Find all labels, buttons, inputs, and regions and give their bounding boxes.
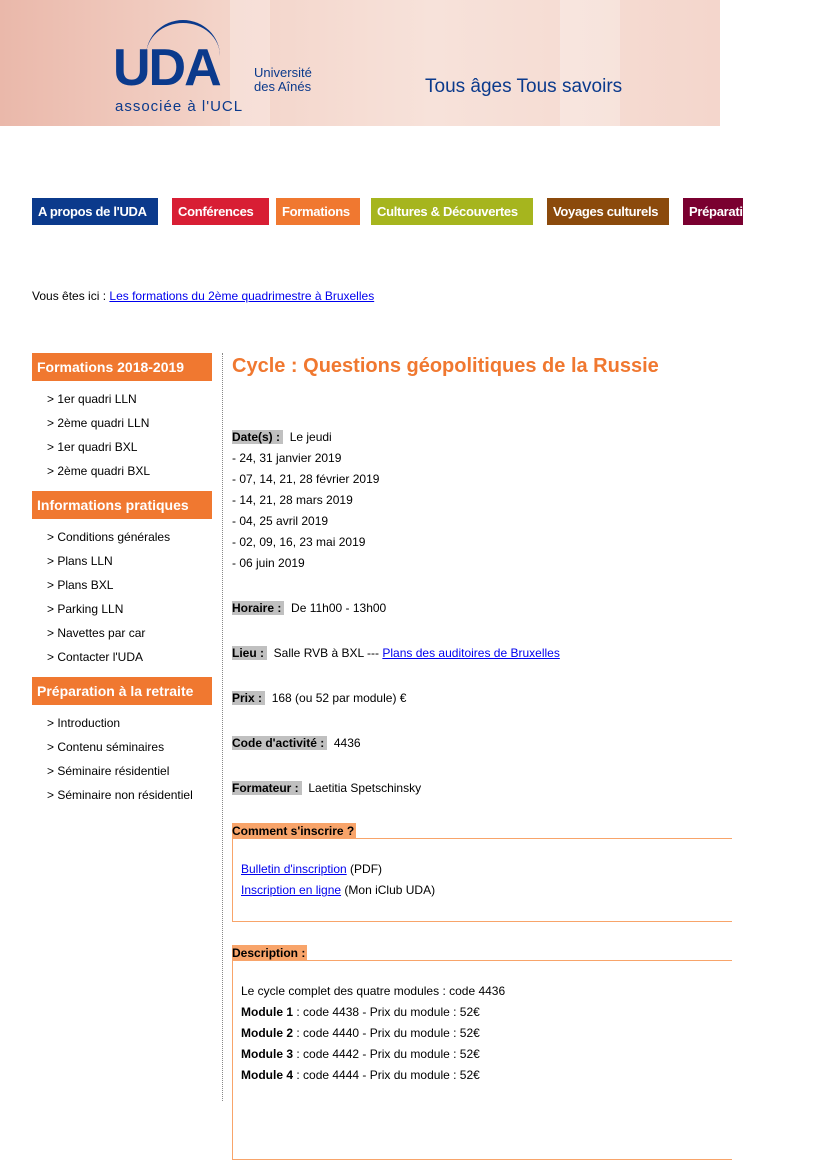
- sidebar-item[interactable]: > Navettes par car: [47, 626, 146, 640]
- sidebar-heading: Préparation à la retraite: [32, 677, 212, 705]
- date-line: - 07, 14, 21, 28 février 2019: [232, 472, 380, 486]
- module-line: [241, 1044, 724, 1065]
- sidebar-item[interactable]: > Séminaire non résidentiel: [47, 788, 193, 802]
- sidebar-item[interactable]: > Plans LLN: [47, 554, 113, 568]
- lieu-value: Salle RVB à BXL ---: [273, 646, 380, 660]
- logo-association: associée à l'UCL: [115, 98, 244, 115]
- horaire-label: Horaire :: [232, 601, 284, 615]
- dates-intro: Le jeudi: [289, 430, 332, 444]
- module-text: : code 4442 - Prix du module : 52€: [296, 1047, 480, 1061]
- prix-value: 168 (ou 52 par module) €: [271, 691, 407, 705]
- module-name: Module 1: [241, 1005, 294, 1019]
- module-name: Module 2: [241, 1026, 294, 1040]
- sidebar-item[interactable]: > 2ème quadri BXL: [47, 464, 151, 478]
- code-label: Code d'activité :: [232, 736, 327, 750]
- date-line: - 24, 31 janvier 2019: [232, 451, 342, 465]
- breadcrumb-link[interactable]: Les formations du 2ème quadrimestre à Bruxelles: [109, 289, 375, 303]
- module-line: [241, 1065, 724, 1086]
- module-text: : code 4438 - Prix du module : 52€: [296, 1005, 480, 1019]
- module-text: : code 4440 - Prix du module : 52€: [296, 1026, 480, 1040]
- header-banner: [0, 0, 720, 126]
- sidebar-heading: Informations pratiques: [32, 491, 212, 519]
- date-line: - 06 juin 2019: [232, 556, 305, 570]
- sidebar-heading: Formations 2018-2019: [32, 353, 212, 381]
- date-line: - 04, 25 avril 2019: [232, 514, 329, 528]
- formateur-label: Formateur :: [232, 781, 302, 795]
- nav-item[interactable]: Préparation à la retraite: [683, 198, 743, 225]
- sidebar-item[interactable]: > Introduction: [47, 716, 121, 730]
- sidebar: [32, 353, 212, 815]
- tagline: Tous âges Tous savoirs: [425, 76, 623, 97]
- date-line: - 14, 21, 28 mars 2019: [232, 493, 353, 507]
- horaire-value: De 11h00 - 13h00: [291, 601, 387, 615]
- code-value: 4436: [333, 736, 361, 750]
- dates-label: Date(s) :: [232, 430, 283, 444]
- description-heading: Description :: [232, 946, 306, 960]
- page-title: Cycle : Questions géopolitiques de la Russie: [232, 355, 659, 377]
- nav-item[interactable]: Cultures & Découvertes: [371, 198, 533, 225]
- module-name: Module 4: [241, 1068, 294, 1082]
- divider: [222, 353, 223, 1101]
- bulletin-link[interactable]: Bulletin d'inscription: [241, 862, 347, 876]
- formateur-value: Laetitia Spetschinsky: [308, 781, 422, 795]
- module-name: Module 3: [241, 1047, 294, 1061]
- inscription-note: (Mon iClub UDA): [344, 883, 436, 897]
- sidebar-item[interactable]: > Conditions générales: [47, 530, 171, 544]
- description-box: [232, 960, 732, 1160]
- sidebar-item[interactable]: > 1er quadri BXL: [47, 440, 138, 454]
- sidebar-item[interactable]: > Séminaire résidentiel: [47, 764, 170, 778]
- lieu-link[interactable]: Plans des auditoires de Bruxelles: [382, 646, 560, 660]
- nav-item[interactable]: A propos de l'UDA: [32, 198, 158, 225]
- module-text: : code 4444 - Prix du module : 52€: [296, 1068, 480, 1082]
- sidebar-item[interactable]: > 1er quadri LLN: [47, 392, 137, 406]
- sidebar-item[interactable]: > 2ème quadri LLN: [47, 416, 150, 430]
- inscription-online-link[interactable]: Inscription en ligne: [241, 883, 342, 897]
- lieu-label: Lieu :: [232, 646, 267, 660]
- nav-item[interactable]: Voyages culturels: [547, 198, 669, 225]
- inscrire-box: [232, 838, 732, 922]
- module-line: [241, 1002, 724, 1023]
- sidebar-item[interactable]: > Contacter l'UDA: [47, 650, 143, 664]
- module-line: [241, 1023, 724, 1044]
- sidebar-item[interactable]: > Plans BXL: [47, 578, 114, 592]
- sidebar-item[interactable]: > Contenu séminaires: [47, 740, 165, 754]
- nav-item[interactable]: Formations: [276, 198, 360, 225]
- inscrire-heading: Comment s'inscrire ?: [232, 824, 355, 838]
- main-content: [232, 353, 720, 1082]
- bulletin-note: (PDF): [350, 862, 383, 876]
- nav-item[interactable]: Conférences: [172, 198, 269, 225]
- logo-subtitle: Université des Aînés: [254, 65, 312, 94]
- date-line: - 02, 09, 16, 23 mai 2019: [232, 535, 366, 549]
- breadcrumb: Vous êtes ici : Les formations du 2ème quadrimestre à Bruxelles: [32, 289, 375, 303]
- prix-label: Prix :: [232, 691, 265, 705]
- sidebar-item[interactable]: > Parking LLN: [47, 602, 124, 616]
- logo[interactable]: UDA: [113, 39, 220, 97]
- description-intro: Le cycle complet des quatre modules : code 4436: [241, 984, 506, 998]
